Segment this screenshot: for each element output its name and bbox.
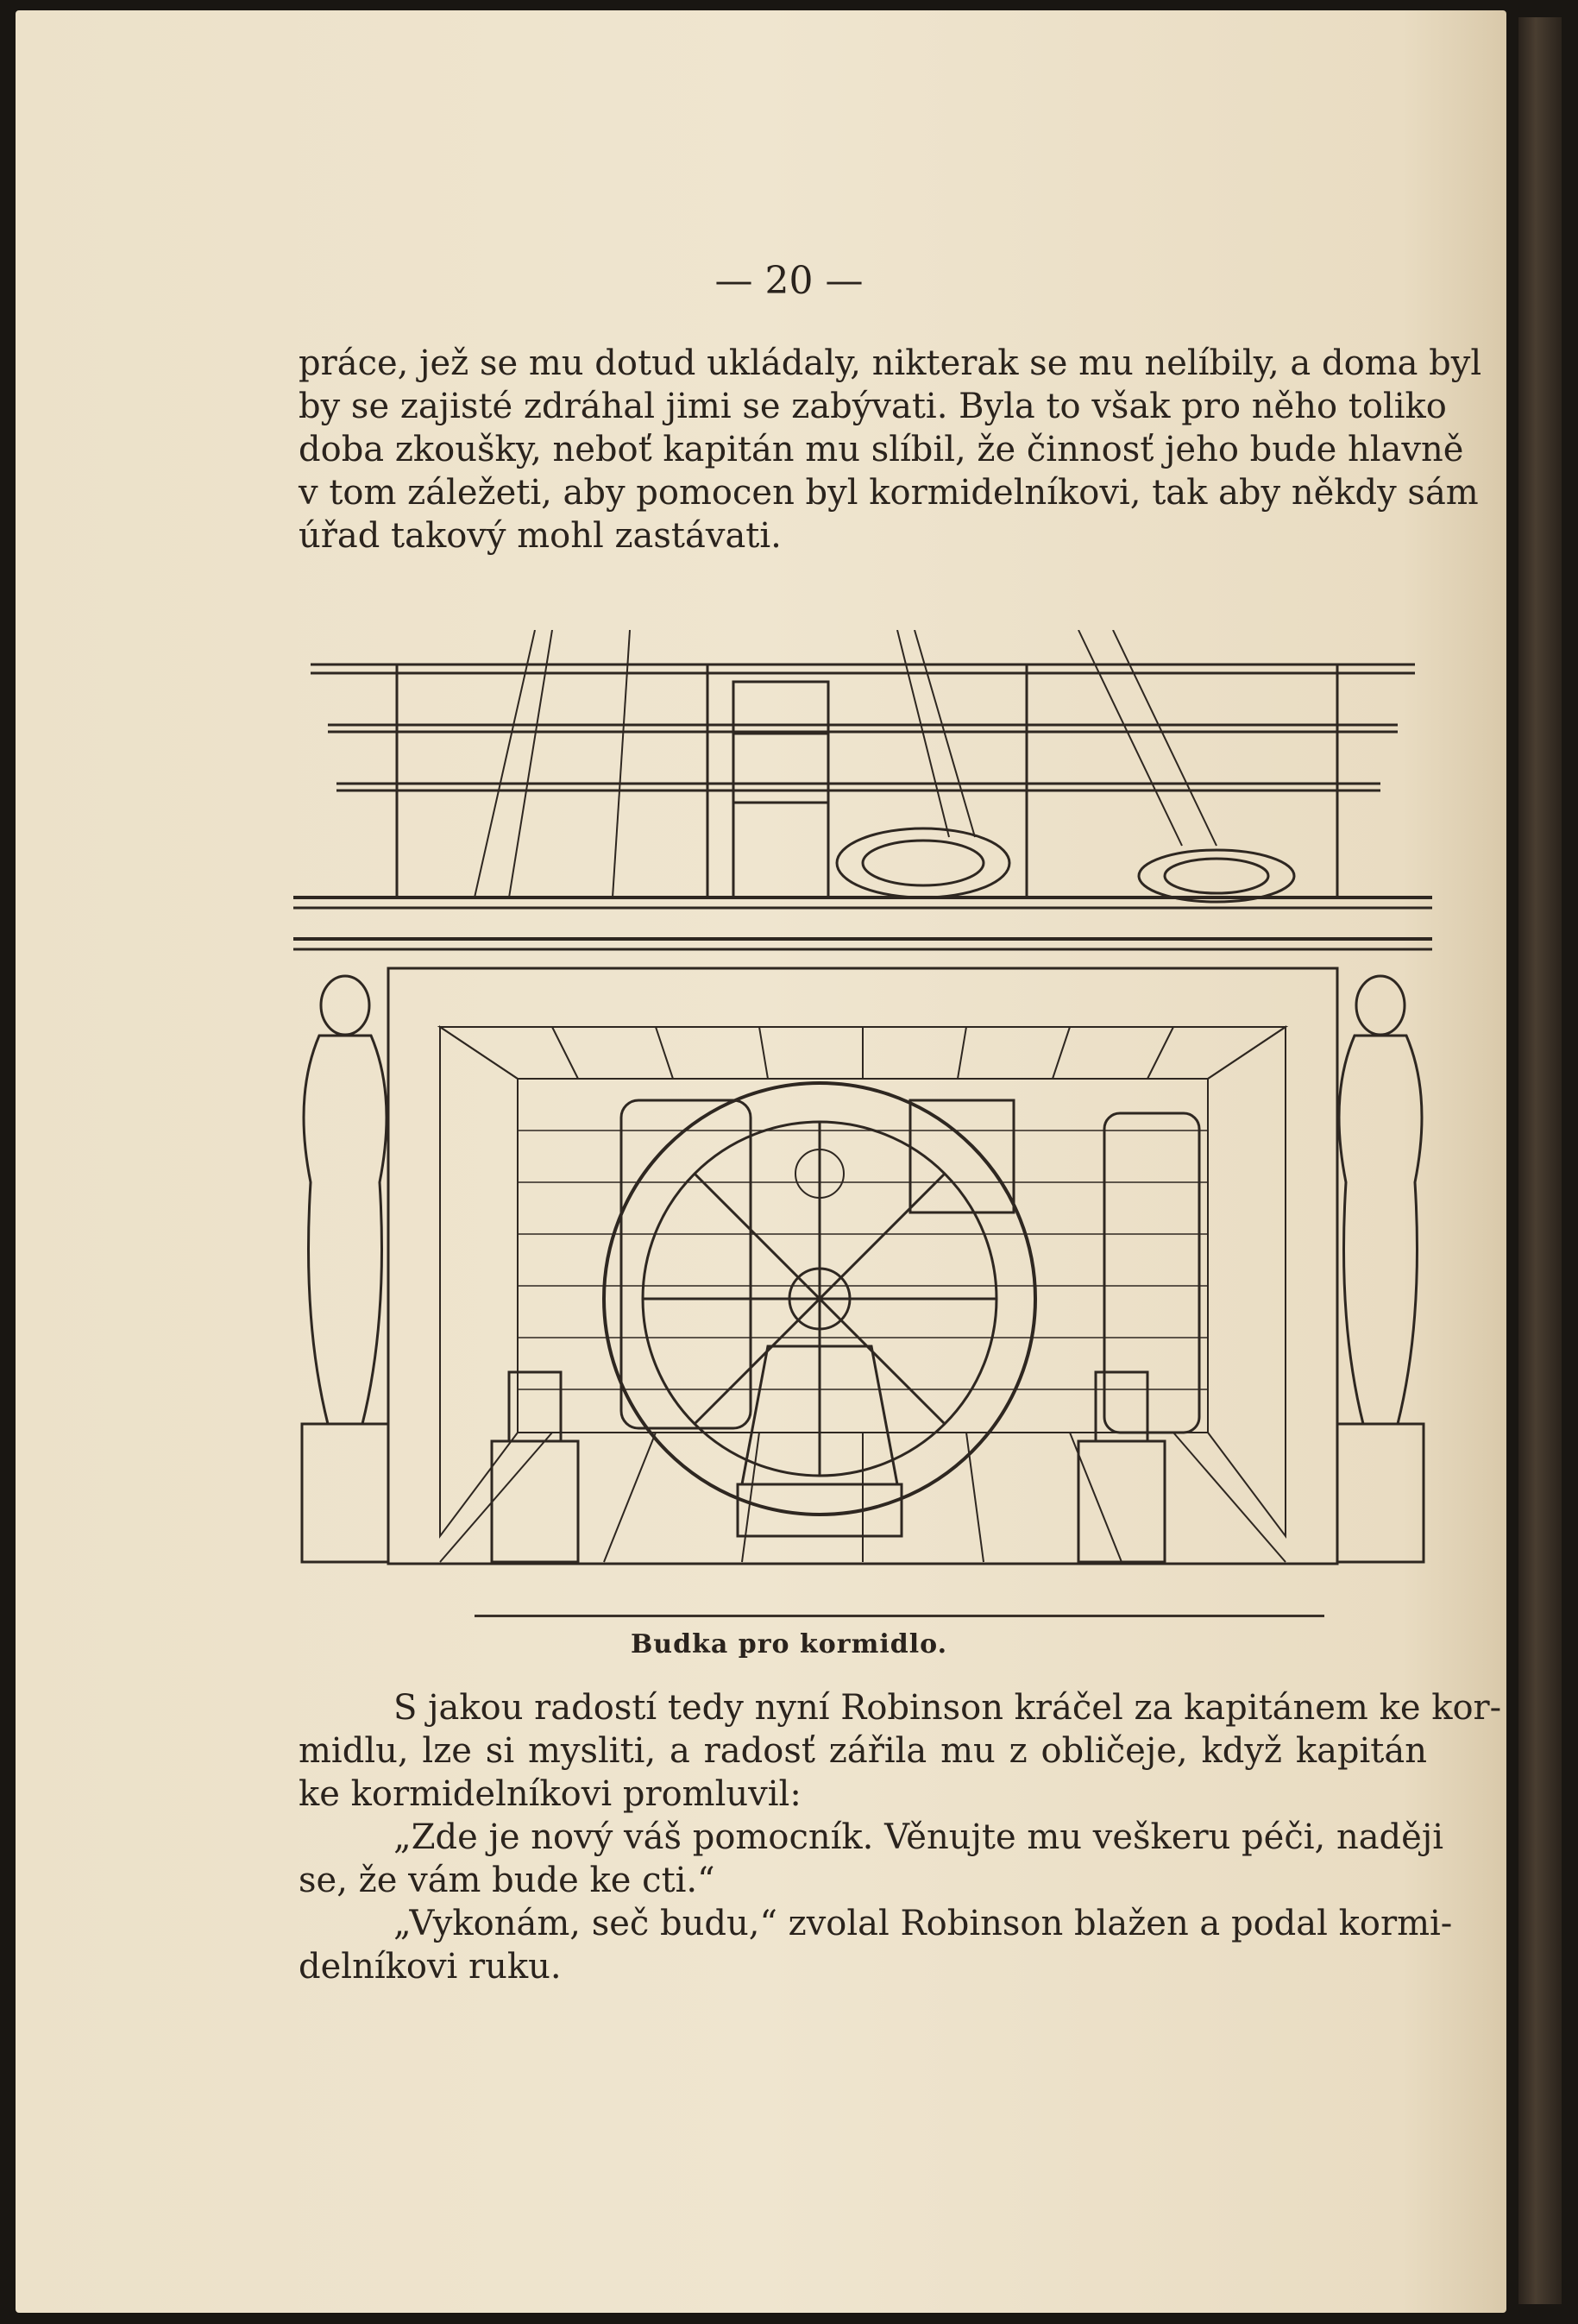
- text-line: S jakou radostí tedy nyní Robinson kráčel za kapitánem ke kor-: [393, 1688, 1502, 1728]
- text-line: doba zkoušky, neboť kapitán mu slíbil, že činnosť jeho bude hlavně: [299, 430, 1464, 469]
- text-line: „Vykonám, seč budu,“ zvolal Robinson blažen a podal kormi-: [393, 1904, 1453, 1943]
- text-line: se, že vám bude ke cti.“: [299, 1861, 715, 1900]
- deck-railing: [293, 664, 1432, 908]
- side-window: [1104, 1113, 1199, 1433]
- paragraph-3: [299, 1816, 1444, 1902]
- page-number: — 20 —: [714, 259, 864, 303]
- text-line: delníkovi ruku.: [299, 1947, 562, 1987]
- top-paragraph: [299, 342, 1482, 557]
- book-spine-shadow: [1518, 17, 1562, 2304]
- text-line: ke kormidelníkovi promluvil:: [299, 1774, 802, 1814]
- wheelhouse-engraving: [293, 630, 1432, 1588]
- deck-floor: [440, 1433, 1286, 1562]
- cabin-door: [621, 1100, 751, 1428]
- ceiling-planks: [440, 1027, 1286, 1079]
- paragraph-2: [299, 1686, 1502, 1816]
- text-line: midlu, lze si mysliti, a radosť zářila mu z obličeje, když kapitán: [299, 1731, 1427, 1771]
- text-line: v tom záležeti, aby pomocen byl kormidelníkovi, tak aby někdy sám: [299, 473, 1479, 513]
- text-line: „Zde je nový váš pomocník. Věnujte mu veškeru péči, naději: [393, 1817, 1444, 1857]
- text-line: úřad takový mohl zastávati.: [299, 516, 782, 556]
- paragraph-4: [299, 1902, 1453, 1988]
- caryatid-left: [302, 976, 388, 1562]
- ships-wheel: [604, 1083, 1035, 1515]
- rigging-ropes: [475, 630, 1217, 897]
- caption-rule: [475, 1615, 1324, 1617]
- illustration-caption: Budka pro kormidlo.: [630, 1629, 948, 1660]
- text-line: práce, jež se mu dotud ukládaly, nikterak se mu nelíbily, a doma byl: [299, 343, 1482, 383]
- text-line: by se zajisté zdráhal jimi se zabývati. Byla to však pro něho toliko: [299, 387, 1447, 426]
- caryatid-right: [1337, 976, 1424, 1562]
